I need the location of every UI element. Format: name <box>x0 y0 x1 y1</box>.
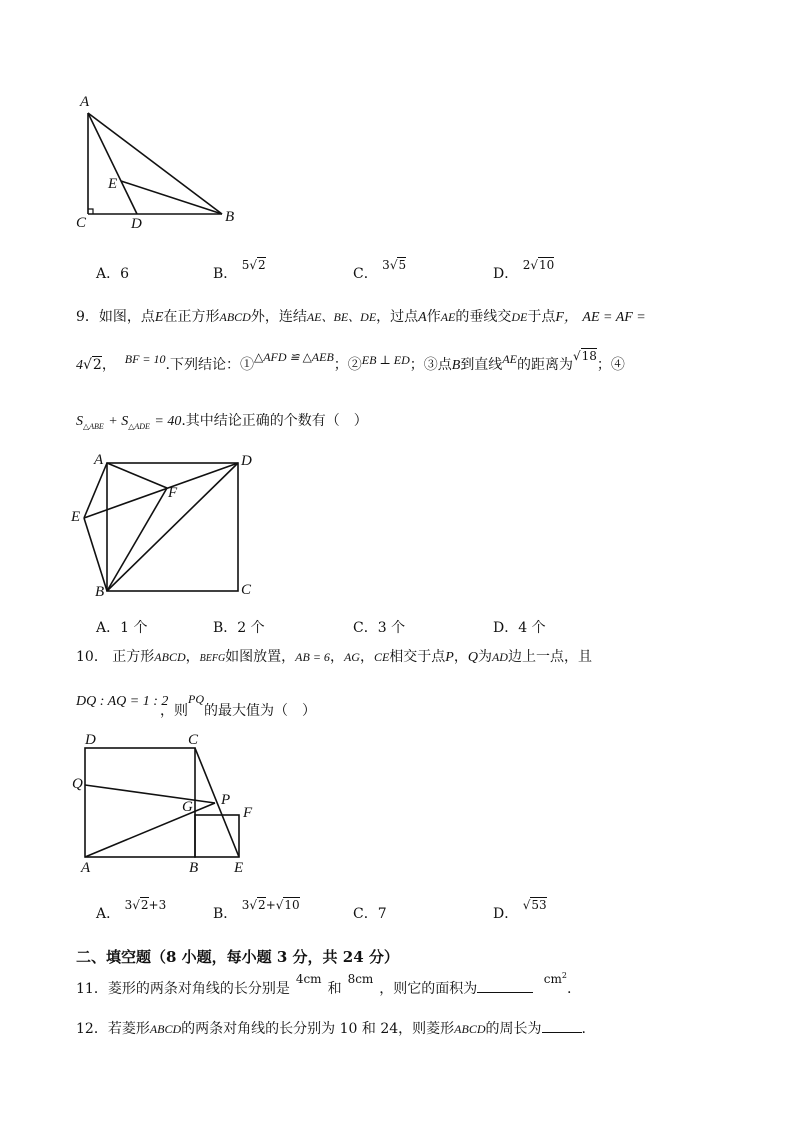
text: 的周长为 <box>485 1021 542 1037</box>
answer-blank[interactable] <box>477 978 533 993</box>
value: 4cm <box>295 972 322 986</box>
text: 如图，点 <box>98 309 155 325</box>
var: P <box>445 650 454 665</box>
coef: 5 <box>241 258 250 272</box>
option-value: 6 <box>120 266 130 282</box>
coef: 4 <box>76 358 83 373</box>
text: ， <box>185 649 200 665</box>
subscript: △ADE <box>128 421 150 431</box>
equation: AB = 6 <box>295 650 330 664</box>
q9-line-2: 4√2， BF = 10.下列结论：①△AFD ≌ △AEB；②EB ⊥ ED；③点B到直线AE的距离为√18；④ <box>76 349 625 373</box>
q10-option-a[interactable]: A． 3√2+3 <box>96 898 167 922</box>
fig10-label-A: A <box>81 860 91 876</box>
fig9-label-B: B <box>95 584 105 600</box>
question-number: 12． <box>76 1021 108 1037</box>
text: 到直线 <box>460 357 503 373</box>
text: .下列结论：① <box>165 357 254 373</box>
text: 和 <box>327 981 342 997</box>
var: AG <box>343 650 360 664</box>
text: 的两条对角线的长分别为 10 和 24，则菱形 <box>181 1021 455 1037</box>
var: AE <box>502 352 517 366</box>
text: ， <box>453 649 468 665</box>
radicand: 18 <box>581 349 597 363</box>
text: . <box>566 981 572 997</box>
fig10-label-G: G <box>182 799 193 815</box>
radicand: 2 <box>92 357 102 373</box>
text: 于点 <box>527 309 556 325</box>
coef: 3 <box>241 898 250 912</box>
equation: △AFD ≌ △AEB <box>253 350 334 364</box>
q10-option-d[interactable]: D． √53 <box>493 898 547 922</box>
option-letter: C． <box>353 906 378 922</box>
fig10-label-F: F <box>243 805 253 821</box>
var: PQ <box>188 692 204 706</box>
option-letter: A． <box>96 906 121 922</box>
section-heading: 二、填空题（8 小题，每小题 3 分，共 24 分） <box>76 948 399 966</box>
coef: 2 <box>522 258 531 272</box>
text: ， <box>359 649 374 665</box>
fig8-label-C: C <box>76 215 87 231</box>
var: AE、BE、DE <box>306 310 377 324</box>
var: + S <box>108 414 129 429</box>
equation: = 40 <box>154 414 182 429</box>
option-letter: C． <box>353 266 378 282</box>
coef: 3 <box>382 258 390 272</box>
fig8-label-D: D <box>131 216 142 232</box>
var: A <box>418 310 427 325</box>
square-BEFG <box>195 815 239 857</box>
text: ， <box>329 649 344 665</box>
q9-option-d[interactable]: D．4 个 <box>493 620 546 636</box>
equation: AE = AF = <box>582 310 646 325</box>
question-number: 11． <box>76 981 108 997</box>
fig10-label-P: P <box>221 792 231 808</box>
var: B <box>451 358 461 373</box>
option-letter: A． <box>96 266 121 282</box>
q8-option-b[interactable]: B． 5√2 <box>213 258 266 282</box>
question-number: 9． <box>76 309 99 325</box>
square-ABCD <box>85 748 195 857</box>
text: 为 <box>477 649 492 665</box>
coef: 3 <box>124 898 133 912</box>
option-letter: D． <box>493 266 519 282</box>
q9-option-c[interactable]: C．3 个 <box>353 620 406 636</box>
radicand: 2 <box>140 898 149 912</box>
radicand: 53 <box>531 898 547 912</box>
text: ；③点 <box>409 357 452 373</box>
var: BEFG <box>199 653 226 664</box>
var: ABCD <box>454 1022 486 1036</box>
q8-option-d[interactable]: D． 2√10 <box>493 258 555 282</box>
value: 8cm <box>347 972 374 986</box>
q12-line <box>76 1018 586 1038</box>
text: .其中结论正确的个数有（ ） <box>181 413 368 429</box>
var: CE <box>373 650 390 664</box>
text: 外，连结 <box>250 309 307 325</box>
text: ，过点 <box>376 309 419 325</box>
fig9-label-F: F <box>168 485 178 501</box>
q10-option-b[interactable]: B． 3√2+√10 <box>213 898 300 922</box>
radicand: 10 <box>284 898 300 912</box>
fig10-label-D: D <box>85 732 96 748</box>
fig10-label-B: B <box>189 860 199 876</box>
fig10-label-C: C <box>188 732 199 748</box>
fig8-label-B: B <box>225 209 235 225</box>
text: 菱形的两条对角线的长分别是 <box>107 981 290 997</box>
text: 如图放置， <box>225 649 296 665</box>
text: 的最大值为（ ） <box>204 703 316 719</box>
option-value: 7 <box>377 906 387 922</box>
fig8-label-A: A <box>80 94 90 110</box>
question-number: 10． <box>76 649 108 665</box>
text: ，则它的面积为 <box>379 981 478 997</box>
fig10-label-Q: Q <box>72 776 83 792</box>
addend: +3 <box>148 898 167 912</box>
var: ABCD <box>149 1022 182 1036</box>
equation: BF = 10 <box>124 352 166 366</box>
option-letter: D． <box>493 906 519 922</box>
var: AE <box>440 310 456 324</box>
text: 若菱形 <box>107 1021 150 1037</box>
option-letter: B． <box>213 906 238 922</box>
radicand: 2 <box>258 898 266 912</box>
q11-line <box>76 971 572 998</box>
text: 正方形 <box>112 649 155 665</box>
var: E <box>154 310 164 325</box>
fig9-label-E: E <box>71 509 81 525</box>
fig9-label-A: A <box>94 452 104 468</box>
q9-option-a[interactable]: A．1 个 <box>96 620 148 636</box>
text: ，则 <box>160 703 188 719</box>
radicand: 10 <box>538 258 555 272</box>
text: ， <box>101 357 116 373</box>
unit: cm <box>543 972 562 986</box>
var: Q <box>467 650 478 665</box>
var: ABCD <box>219 310 251 324</box>
equation: DQ : AQ = 1 : 2 <box>76 694 169 709</box>
var: AD <box>491 650 508 664</box>
fig9-label-C: C <box>241 582 252 598</box>
q10-option-c[interactable] <box>353 903 387 923</box>
radicand: 5 <box>398 258 407 272</box>
fig9-label-D: D <box>241 453 252 469</box>
text: . <box>581 1021 586 1037</box>
text: 在正方形 <box>163 309 220 325</box>
subscript: △ABE <box>83 421 104 431</box>
text: 作 <box>426 309 441 325</box>
var: S <box>76 414 83 429</box>
text: 的垂线交 <box>455 309 512 325</box>
fig8-label-E: E <box>108 176 118 192</box>
q9-option-b[interactable]: B．2 个 <box>213 620 265 636</box>
text: ；④ <box>596 357 625 373</box>
q8-option-c[interactable]: C． 3√5 <box>353 258 407 282</box>
answer-blank[interactable] <box>542 1018 582 1033</box>
text: 相交于点 <box>389 649 446 665</box>
text: 的距离为 <box>516 357 573 373</box>
option-letter: B． <box>213 266 238 282</box>
fig10-label-E: E <box>234 860 244 876</box>
radicand: 2 <box>258 258 266 272</box>
segment-CE <box>195 748 239 857</box>
operator: + <box>265 898 276 912</box>
equation: EB ⊥ ED <box>361 353 410 367</box>
unit-exponent: 2 <box>561 971 567 980</box>
text: 边上一点，且 <box>507 649 592 665</box>
var: F， <box>555 310 578 325</box>
text: ；② <box>333 357 362 373</box>
var: DE <box>511 310 528 324</box>
var: ABCD <box>154 650 186 664</box>
